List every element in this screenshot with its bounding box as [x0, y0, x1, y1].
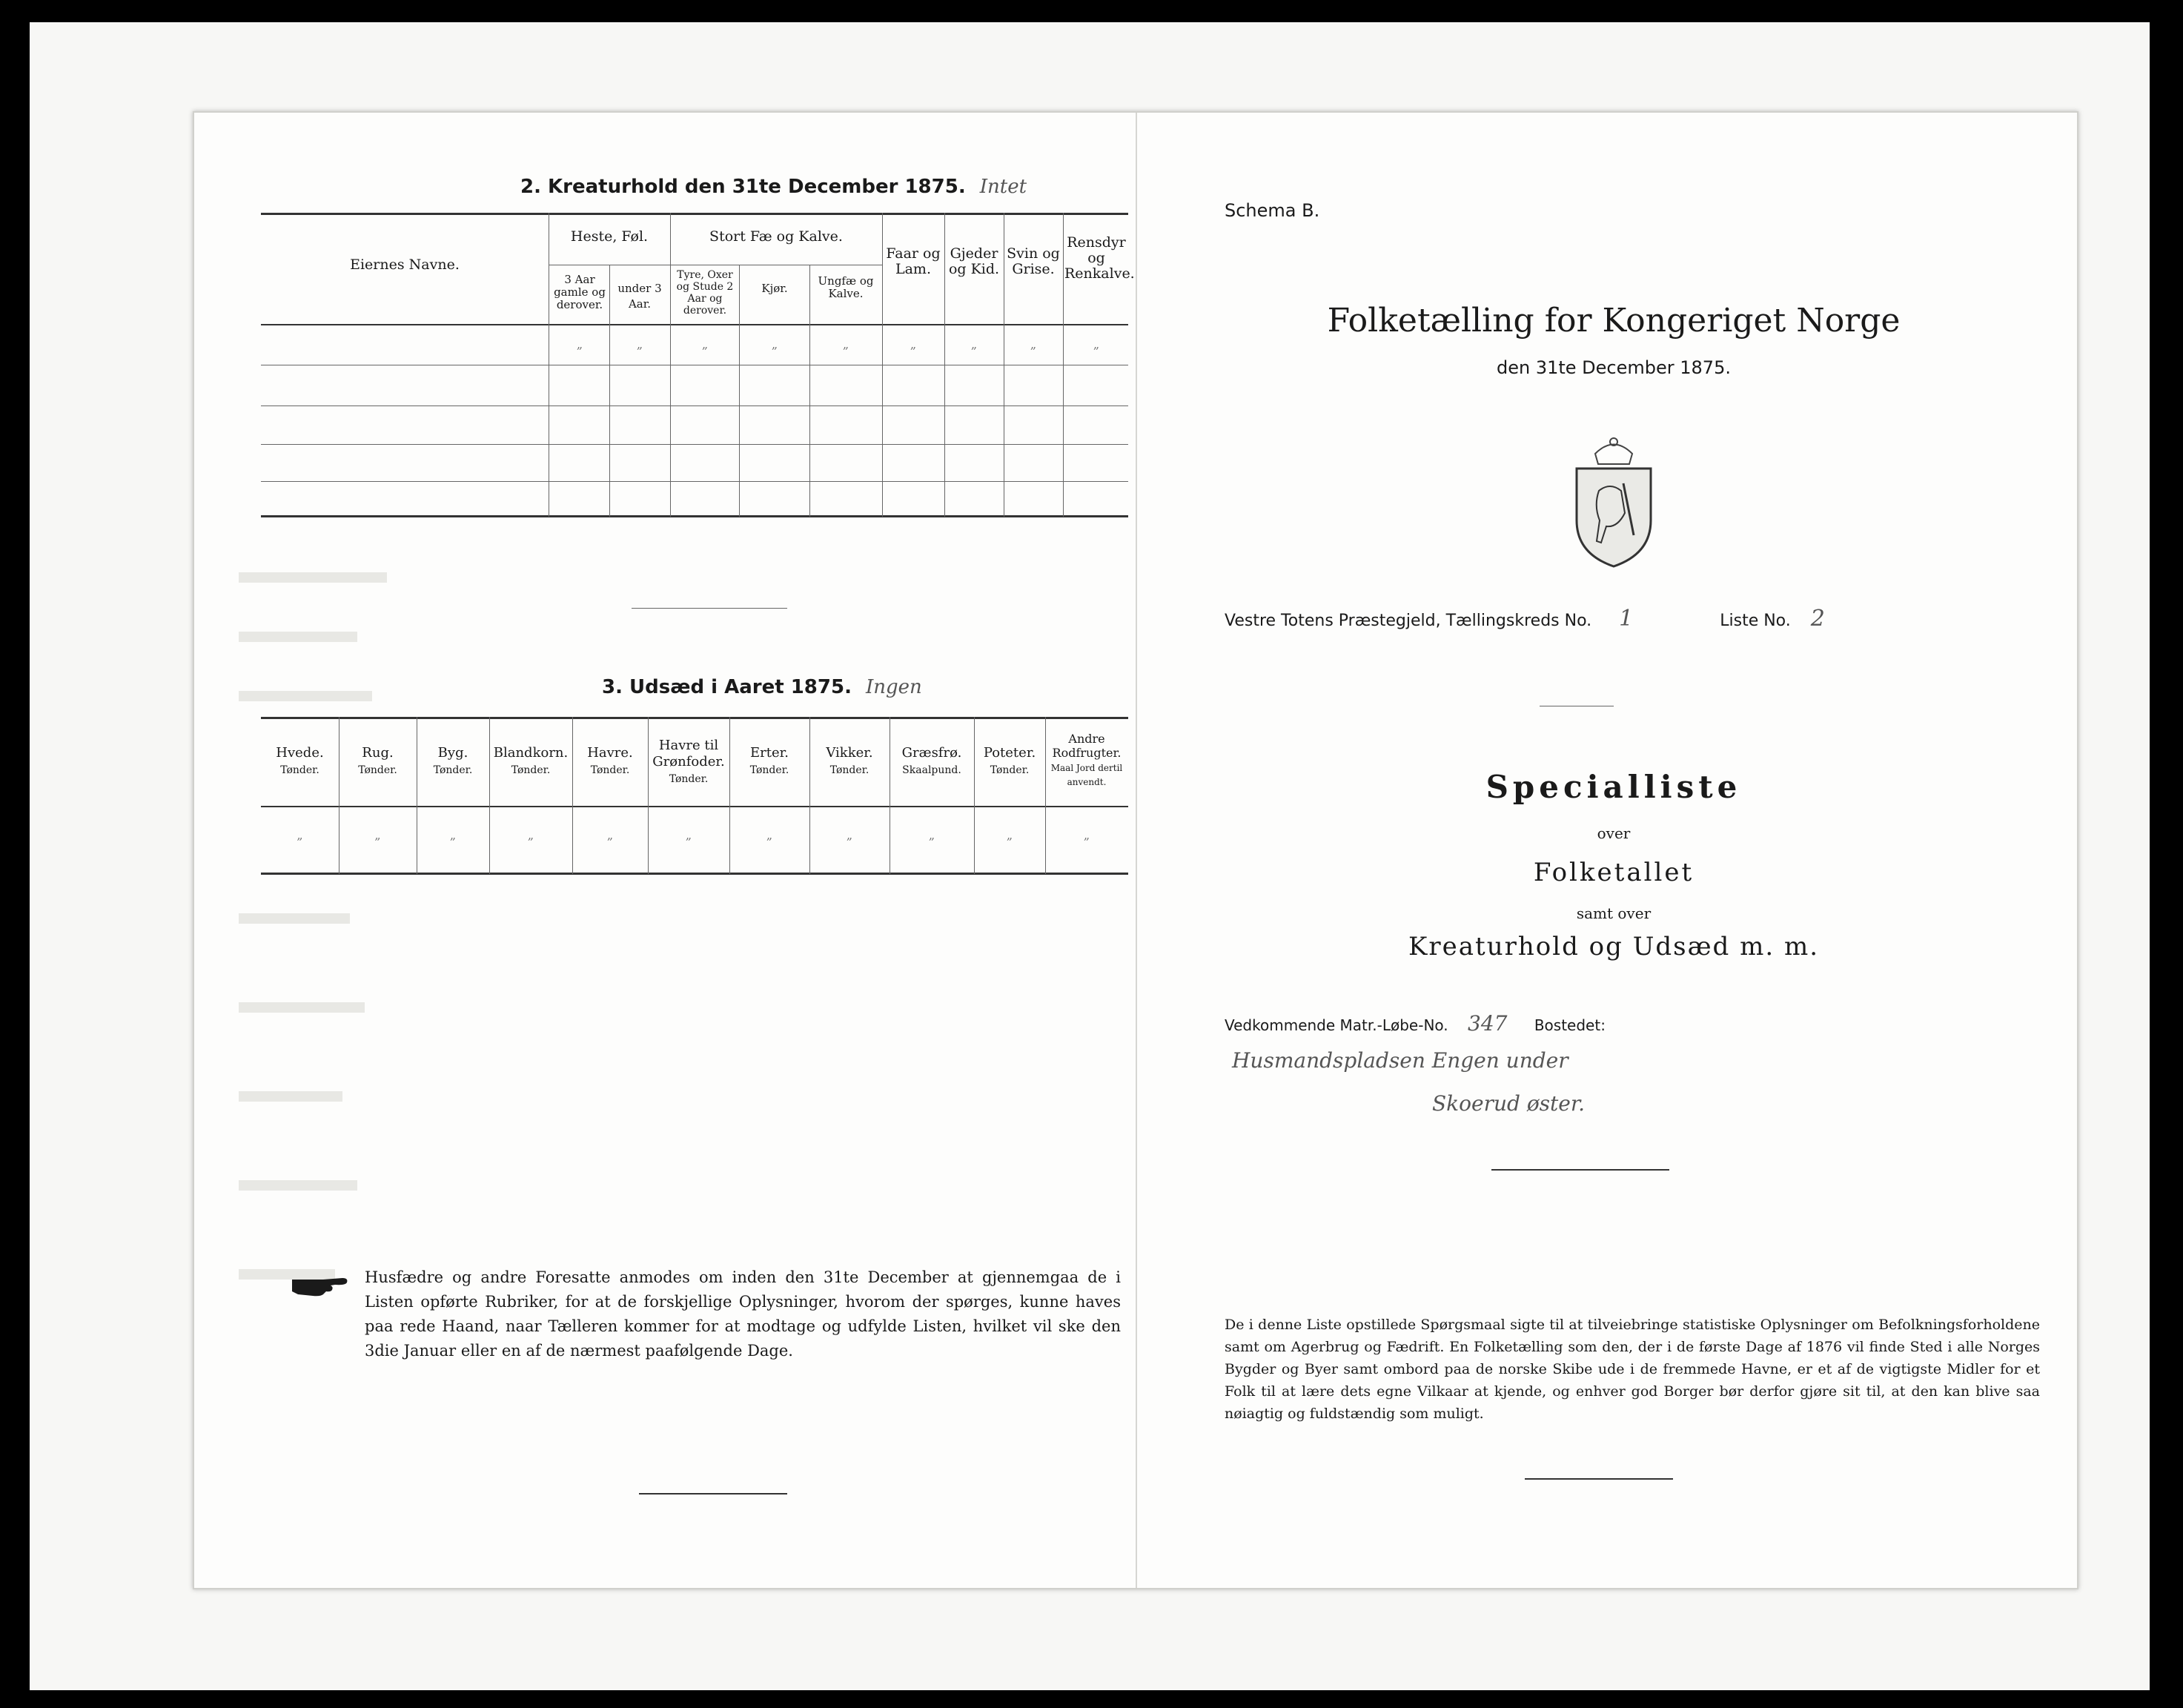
table-cell: „: [766, 828, 773, 842]
col-pigs: Svin og Grise.: [1007, 245, 1060, 277]
table-cell: „: [527, 828, 534, 842]
col-blandkorn: Blandkorn. Tønder.: [493, 745, 569, 776]
coat-of-arms-icon: [1566, 431, 1662, 572]
col-horses: Heste, Føl.: [570, 228, 649, 245]
census-date: den 31te December 1875.: [1497, 357, 1731, 378]
col-poteter: Poteter. Tønder.: [983, 745, 1036, 776]
table-col: [489, 717, 490, 874]
table-cell: „: [1093, 337, 1100, 351]
table-col: [670, 213, 671, 517]
table-rule: [261, 873, 1128, 875]
table-cell: „: [842, 337, 849, 351]
separator-rule: [639, 1493, 787, 1494]
bleed-mark: [239, 1180, 357, 1191]
handwritten-list-no: 2: [1810, 606, 1825, 632]
table-cell: „: [606, 828, 614, 842]
table-rule: [261, 324, 1128, 325]
col-vikker: Vikker. Tønder.: [826, 745, 873, 776]
col-bulls: Tyre, Oxer og Stude 2 Aar og derover.: [676, 269, 734, 317]
table-col: [572, 717, 573, 874]
col-havre: Havre. Tønder.: [587, 745, 633, 776]
bleed-mark: [239, 913, 350, 924]
table-rule: [261, 444, 1128, 445]
table-cell: „: [1006, 828, 1013, 842]
bleed-mark: [239, 1091, 342, 1102]
handwritten-bosted-2: Skoerud øster.: [1432, 1091, 1586, 1116]
table-cell: „: [970, 337, 978, 351]
census-sheet: [193, 111, 2078, 1589]
table-cell: „: [846, 828, 853, 842]
table-cell: „: [928, 828, 935, 842]
bleed-mark: [239, 632, 357, 642]
census-title: Folketælling for Kongeriget Norge: [1327, 302, 1901, 340]
pointing-hand-icon: [291, 1269, 350, 1299]
table-rule: [261, 717, 1128, 719]
col-rug: Rug. Tønder.: [358, 745, 397, 776]
sowing-table: [261, 717, 1128, 880]
col-rodfrugter: Andre Rodfrugter. Maal Jord dertil anvendt.: [1050, 732, 1123, 787]
col-graesfro: Græsfrø. Skaalpund.: [901, 745, 962, 776]
separator-rule: [632, 608, 787, 609]
col-reindeer: Rensdyr og Renkalve.: [1064, 234, 1135, 282]
col-owner: Eiernes Navne.: [350, 256, 460, 273]
table-col: [729, 717, 730, 874]
handwritten-district-no: 1: [1619, 606, 1634, 632]
parish-line: Vestre Totens Præstegjeld, Tællingskreds No. 1 Liste No. 2: [1225, 606, 1825, 632]
table-cell: „: [374, 828, 381, 842]
table-col: [1063, 213, 1064, 517]
livestock-table: [261, 213, 1135, 517]
scan-background: [30, 22, 2150, 1690]
table-col: [809, 265, 810, 517]
table-cell: „: [636, 337, 643, 351]
bleed-mark: [239, 572, 387, 583]
specialliste-title: Specialliste: [1485, 769, 1742, 805]
page-fold: [1136, 113, 1137, 1588]
matr-line: Vedkommende Matr.-Løbe-No. 347 Bostedet:: [1225, 1011, 1606, 1036]
table-cell: „: [910, 337, 917, 351]
col-calves: Ungfæ og Kalve.: [818, 274, 874, 300]
table-cell: „: [576, 337, 583, 351]
section3-heading: 3. Udsæd i Aaret 1875. Ingen: [602, 676, 922, 698]
separator-rule: [1525, 1478, 1673, 1480]
footnote-text: De i denne Liste opstillede Spørgsmaal sigte til at tilveiebringe statistiske Oplysninger om Befolkningsforholdene samt om Agerbrug og Fædrift. En Folketælling som den, der i de første Dage af 1876 vil finde Sted i alle Norges Bygder og Byer samt ombord paa de norske Skibe ude i de fremmede Havne, er et af de vigtigste Midler for et Folk til at lære dets egne Vilkaar at kjende, og enhver god Borger bør derfor gjøre sit til, at den kan blive saa nøiagtig og fuldstændig som muligt.: [1225, 1317, 2040, 1422]
col-cattle: Stort Fæ og Kalve.: [709, 228, 843, 245]
handwritten-ingen: Ingen: [866, 676, 922, 698]
folketallet-title: Folketallet: [1533, 858, 1695, 887]
table-cell: „: [685, 828, 692, 842]
handwritten-matr-no: 347: [1468, 1011, 1508, 1036]
col-horses-3yr: 3 Aar gamle og derover.: [554, 273, 606, 311]
table-rule: [261, 806, 1128, 807]
col-sheep: Faar og Lam.: [886, 245, 941, 277]
schema-label: Schema B.: [1225, 200, 1320, 221]
table-rule: [261, 213, 1128, 215]
kreaturhold-title: Kreaturhold og Udsæd m. m.: [1408, 932, 1819, 961]
col-goats: Gjeder og Kid.: [948, 245, 1000, 277]
table-rule: [261, 481, 1128, 482]
table-cell: „: [701, 337, 709, 351]
table-cell: „: [297, 828, 303, 842]
col-havre-gronfoder: Havre til Grønfoder. Tønder.: [652, 738, 725, 785]
table-col: [739, 265, 740, 517]
table-rule: [261, 515, 1128, 517]
table-col: [882, 213, 883, 517]
table-cell: „: [449, 828, 457, 842]
table-col: [609, 265, 610, 517]
col-hvede: Hvede. Tønder.: [276, 745, 324, 776]
samt-over-label: samt over: [1576, 904, 1652, 922]
table-cell: „: [1083, 828, 1090, 842]
notice-text: Husfædre og andre Foresatte anmodes om inden den 31te December at gjennemgaa de i Listen opførte Rubriker, for at de forskjellige Oplysninger, hvorom der spørges, kunne haves paa rede Haand, naar Tælleren kommer for at modtage og udfylde Listen, hvilket vil ske den 3die Januar eller en af de nærmest paafølgende Dage.: [365, 1268, 1121, 1360]
section2-heading: 2. Kreaturhold den 31te December 1875. Intet: [520, 176, 1027, 198]
handwritten-intet: Intet: [979, 176, 1027, 198]
separator-rule: [1491, 1169, 1669, 1171]
col-erter: Erter. Tønder.: [749, 745, 789, 776]
col-byg: Byg. Tønder.: [433, 745, 473, 776]
handwritten-bosted-1: Husmandspladsen Engen under: [1232, 1048, 1568, 1073]
bleed-mark: [239, 691, 372, 701]
table-col: [944, 213, 945, 517]
bleed-mark: [239, 1002, 365, 1013]
over-label: over: [1597, 824, 1631, 842]
col-horses-under3: under 3 Aar.: [617, 282, 662, 311]
table-cell: „: [1030, 337, 1037, 351]
table-cell: „: [771, 337, 778, 351]
table-col: [974, 717, 975, 874]
col-cows: Kjør.: [761, 282, 788, 295]
table-col: [809, 717, 810, 874]
